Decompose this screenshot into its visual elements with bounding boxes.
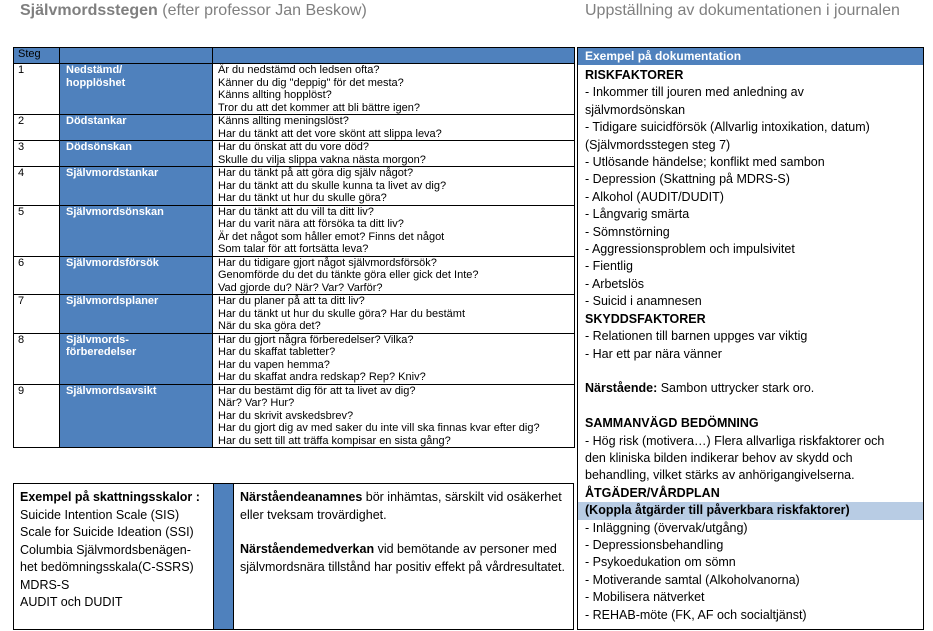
rating-scales-box bbox=[13, 483, 214, 630]
step-name bbox=[60, 141, 213, 167]
step-name bbox=[60, 205, 213, 256]
risk-line: - Långvarig smärta bbox=[585, 207, 690, 222]
actions-list bbox=[585, 520, 916, 624]
actions-highlight: (Koppla åtgärder till påverkbara riskfaktorer) bbox=[578, 502, 923, 519]
risk-line: - Tidigare suicidförsök (Allvarlig intoxikation, datum) bbox=[585, 120, 870, 135]
actions-title: ÅTGÄDER/VÅRDPLAN bbox=[585, 485, 720, 500]
action-line: - Psykoedukation om sömn bbox=[585, 555, 736, 570]
assessment-list bbox=[585, 433, 916, 485]
protect-list bbox=[585, 328, 916, 363]
step-row bbox=[14, 384, 575, 448]
scale-item: MDRS-S bbox=[20, 577, 70, 592]
step-row bbox=[14, 141, 575, 167]
steps-header-label: Steg bbox=[14, 48, 60, 64]
step-question: När du ska göra det? bbox=[218, 320, 321, 332]
scale-item: het bedömningsskala(C-SSRS) bbox=[20, 560, 194, 574]
step-row bbox=[14, 333, 575, 384]
risk-title: RISKFAKTORER bbox=[585, 68, 684, 82]
step-row bbox=[14, 205, 575, 256]
step-number: 1 bbox=[14, 64, 60, 115]
scales-list bbox=[20, 507, 207, 612]
step-question: Har du tänkt att du skulle kunna ta livet av dig? bbox=[218, 179, 447, 192]
step-question: Har du sett till att träffa kompisar en sista gång? bbox=[218, 434, 451, 447]
assessment-line: den kliniska bilden indikerar behov av skydd och bbox=[585, 450, 853, 465]
step-questions bbox=[213, 256, 575, 295]
documentation-panel bbox=[577, 47, 924, 630]
step-number: 3 bbox=[14, 141, 60, 167]
step-question: Har du tänkt att du vill ta ditt liv? bbox=[218, 205, 374, 218]
assessment-line: behandling, vilket stärks av anhörigangivelserna. bbox=[585, 468, 855, 483]
step-name bbox=[60, 384, 213, 448]
protect-title: SKYDDSFAKTORER bbox=[585, 311, 706, 326]
documentation-header: Exempel på dokumentation bbox=[578, 48, 923, 65]
assessment-title: SAMMANVÄGD BEDÖMNING bbox=[585, 416, 759, 431]
step-name-line: Nedstämd/ bbox=[66, 64, 123, 76]
step-name bbox=[60, 167, 213, 206]
relative-label: Närstående: bbox=[585, 381, 658, 396]
step-question: Har du gjort dig av med saker du inte vill ska finnas kvar efter dig? bbox=[218, 422, 540, 434]
risk-list bbox=[585, 84, 916, 310]
step-name bbox=[60, 295, 213, 334]
scales-title: Exempel på skattningsskalor : bbox=[20, 490, 200, 504]
step-questions bbox=[213, 384, 575, 448]
risk-line: - Utlösande händelse; konflikt med sambon bbox=[585, 155, 825, 170]
scale-item: Columbia Självmordsbenägen- bbox=[20, 542, 191, 557]
risk-line: - Suicid i anamnesen bbox=[585, 294, 702, 309]
risk-line: (Självmordsstegen steg 7) bbox=[585, 137, 731, 152]
risk-line: - Depression (Skattning på MDRS-S) bbox=[585, 172, 790, 187]
step-question: Genomförde du det du tänkte göra eller gick det Inte? bbox=[218, 269, 479, 281]
step-questions bbox=[213, 295, 575, 334]
risk-line: - Inkommer till jouren med anledning av bbox=[585, 85, 804, 100]
scale-item: Scale for Suicide Ideation (SSI) bbox=[20, 525, 194, 539]
steps-table bbox=[13, 47, 575, 448]
assessment-line: - Hög risk (motivera…) Flera allvarliga riskfaktorer och bbox=[585, 433, 885, 448]
relatives-anamnesis bbox=[240, 489, 567, 524]
scale-item: AUDIT och DUDIT bbox=[20, 595, 123, 609]
action-line: - Mobilisera nätverket bbox=[585, 590, 705, 605]
relatives-participation-text: vid bemötande av personer med självmordsnära tillstånd har positiv effekt på vårdresultatet. bbox=[240, 542, 565, 574]
relative-note bbox=[585, 380, 916, 397]
action-line: - Motiverande samtal (Alkoholvanorna) bbox=[585, 572, 800, 587]
documentation-body bbox=[578, 65, 923, 626]
step-row bbox=[14, 64, 575, 115]
protect-line: - Relationen till barnen uppges var viktig bbox=[585, 329, 808, 344]
risk-line: - Arbetslös bbox=[585, 276, 645, 291]
step-name-line: förberedelser bbox=[66, 346, 137, 358]
step-questions bbox=[213, 167, 575, 206]
scale-item: Suicide Intention Scale (SIS) bbox=[20, 507, 180, 522]
step-name-line: Självmordsförsök bbox=[66, 256, 159, 269]
step-question: Har du tänkt på att göra dig själv något? bbox=[218, 167, 414, 179]
step-name-line: Självmordstankar bbox=[66, 167, 159, 179]
step-questions bbox=[213, 64, 575, 115]
step-question: Vad gjorde du? När? Var? Varför? bbox=[218, 281, 383, 294]
step-question: Har du tidigare gjort något självmordsförsök? bbox=[218, 256, 437, 269]
step-number: 9 bbox=[14, 384, 60, 448]
step-question: Som talar för att fortsätta leva? bbox=[218, 243, 369, 255]
action-line: - Inläggning (övervak/utgång) bbox=[585, 520, 748, 535]
step-question: Skulle du vilja slippa vakna nästa morgon? bbox=[218, 153, 426, 166]
step-questions bbox=[213, 333, 575, 384]
step-questions bbox=[213, 205, 575, 256]
step-question: Tror du att det kommer att bli bättre igen? bbox=[218, 101, 420, 114]
step-name-line: hopplöshet bbox=[66, 76, 126, 89]
step-question: Har du skaffat andra redskap? Rep? Kniv? bbox=[218, 371, 426, 383]
step-name bbox=[60, 256, 213, 295]
divider-strip bbox=[214, 483, 233, 630]
step-number: 6 bbox=[14, 256, 60, 295]
step-row bbox=[14, 295, 575, 334]
step-question: Har du tänkt ut hur du skulle göra? Har du bestämt bbox=[218, 307, 466, 320]
step-questions bbox=[213, 115, 575, 141]
title-bold: Självmordsstegen bbox=[20, 2, 158, 19]
step-row bbox=[14, 115, 575, 141]
step-number: 2 bbox=[14, 115, 60, 141]
protect-line: - Har ett par nära vänner bbox=[585, 346, 722, 361]
action-line: - Depressionsbehandling bbox=[585, 537, 724, 552]
documentation-title: Uppställning av dokumentationen i journalen bbox=[585, 2, 900, 19]
steps-header-questions bbox=[213, 48, 575, 64]
risk-line: självmordsönskan bbox=[585, 102, 686, 117]
step-question: Har du bestämt dig för att ta livet av dig? bbox=[218, 384, 416, 397]
step-question: Har du tänkt ut hur du skulle göra? bbox=[218, 192, 387, 204]
step-number: 7 bbox=[14, 295, 60, 334]
relatives-participation bbox=[240, 541, 567, 576]
step-name bbox=[60, 115, 213, 141]
document-title bbox=[20, 2, 367, 20]
step-question: Känner du dig "deppig" för det mesta? bbox=[218, 76, 404, 89]
risk-line: - Alkohol (AUDIT/DUDIT) bbox=[585, 189, 724, 204]
step-question: Har du varit nära att försöka ta ditt liv? bbox=[218, 218, 404, 230]
step-question: Har du skrivit avskedsbrev? bbox=[218, 409, 354, 422]
risk-line: - Aggressionsproblem och impulsivitet bbox=[585, 242, 795, 257]
step-row bbox=[14, 167, 575, 206]
step-number: 8 bbox=[14, 333, 60, 384]
step-question: Känns allting meningslöst? bbox=[218, 115, 349, 127]
step-number: 4 bbox=[14, 167, 60, 206]
step-name-line: Självmords- bbox=[66, 333, 129, 346]
step-name-line: Självmordsplaner bbox=[66, 295, 159, 307]
step-questions bbox=[213, 141, 575, 167]
action-line: - REHAB-möte (FK, AF och socialtjänst) bbox=[585, 607, 807, 622]
risk-line: - Sömnstörning bbox=[585, 224, 670, 239]
step-question: Är du nedstämd och ledsen ofta? bbox=[218, 64, 380, 76]
step-row bbox=[14, 256, 575, 295]
relatives-participation-label: Närståendemedverkan bbox=[240, 542, 375, 556]
risk-line: - Fientlig bbox=[585, 259, 633, 274]
title-rest: (efter professor Jan Beskow) bbox=[157, 2, 367, 19]
relative-text: Sambon uttrycker stark oro. bbox=[657, 381, 815, 396]
step-number: 5 bbox=[14, 205, 60, 256]
step-question: Känns allting hopplöst? bbox=[218, 89, 332, 101]
step-question: Har du tänkt att det vore skönt att slippa leva? bbox=[218, 127, 442, 140]
step-name-line: Dödstankar bbox=[66, 115, 127, 127]
step-name bbox=[60, 64, 213, 115]
relatives-anamnesis-label: Närståendeanamnes bbox=[240, 490, 363, 504]
steps-header-name bbox=[60, 48, 213, 64]
step-question: Har du önskat att du vore död? bbox=[218, 141, 370, 153]
step-question: När? Var? Hur? bbox=[218, 397, 295, 409]
steps-header-row bbox=[14, 48, 575, 64]
step-question: Har du skaffat tabletter? bbox=[218, 346, 336, 358]
relatives-box bbox=[233, 483, 574, 630]
step-question: Har du planer på att ta ditt liv? bbox=[218, 295, 365, 307]
step-name-line: Självmordsavsikt bbox=[66, 384, 157, 397]
step-name-line: Självmordsönskan bbox=[66, 205, 164, 218]
step-name bbox=[60, 333, 213, 384]
step-name-line: Dödsönskan bbox=[66, 141, 133, 153]
step-question: Har du gjort några förberedelser? Vilka? bbox=[218, 333, 414, 346]
step-question: Har du vapen hemma? bbox=[218, 358, 330, 371]
step-question: Är det något som håller emot? Finns det något bbox=[218, 230, 445, 243]
relatives-anamnesis-text: bör inhämtas, särskilt vid osäkerhet eller tveksam trovärdighet. bbox=[240, 490, 562, 522]
